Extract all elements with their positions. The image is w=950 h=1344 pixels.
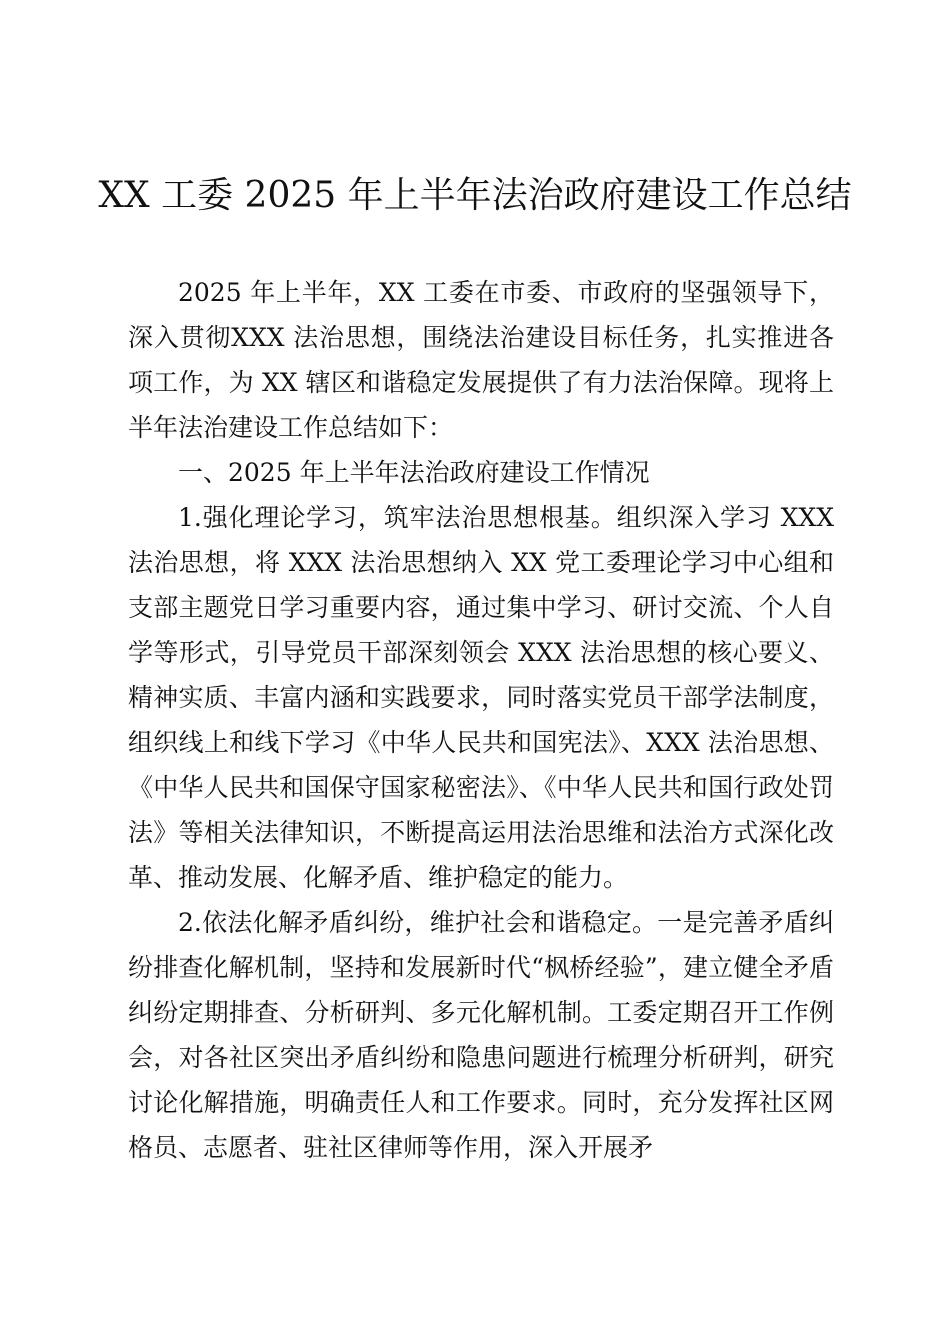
section-heading: 一、2025 年上半年法治政府建设工作情况 bbox=[178, 458, 650, 487]
intro-paragraph: 2025 年上半年，XX 工委在市委、市政府的坚强领导下，深入贯彻XXX 法治思想，围绕法治建设目标任务，扎实推进各项工作，为 XX 辖区和谐稳定发展提供了有力法治保障。现将上半年法治建设工作总结如下： bbox=[128, 278, 834, 442]
paragraph-theory-study: 1.强化理论学习，筑牢法治思想根基。组织深入学习 XXX 法治思想，将 XXX 法治思想纳入 XX 党工委理论学习中心组和支部主题党日学习重要内容，通过集中学习、研讨交流、个人自学等形式，引导党员干部深刻领会 XXX 法治思想的核心要义、精神实质、丰富内涵和实践要求，同时落实党员干部学法制度，组织线上和线下学习《中华人民共和国宪法》、XXX 法治思想、《中华人民共和国保守国家秘密法》、《中华人民共和国行政处罚法》等相关法律知识，不断提高运用法治思维和法治方式深化改革、推动发展、化解矛盾、维护稳定的能力。 bbox=[128, 503, 834, 892]
document-title: XX 工委 2025 年上半年法治政府建设工作总结 bbox=[98, 175, 852, 216]
paragraph-dispute-resolution: 2.依法化解矛盾纠纷，维护社会和谐稳定。一是完善矛盾纠纷排查化解机制，坚持和发展新时代“枫桥经验”，建立健全矛盾纠纷定期排查、分析研判、多元化解机制。工委定期召开工作例会，对各社区突出矛盾纠纷和隐患问题进行梳理分析研判，研究讨论化解措施，明确责任人和工作要求。同时，充分发挥社区网格员、志愿者、驻社区律师等作用，深入开展矛 bbox=[128, 908, 834, 1162]
document-body bbox=[128, 270, 834, 1170]
